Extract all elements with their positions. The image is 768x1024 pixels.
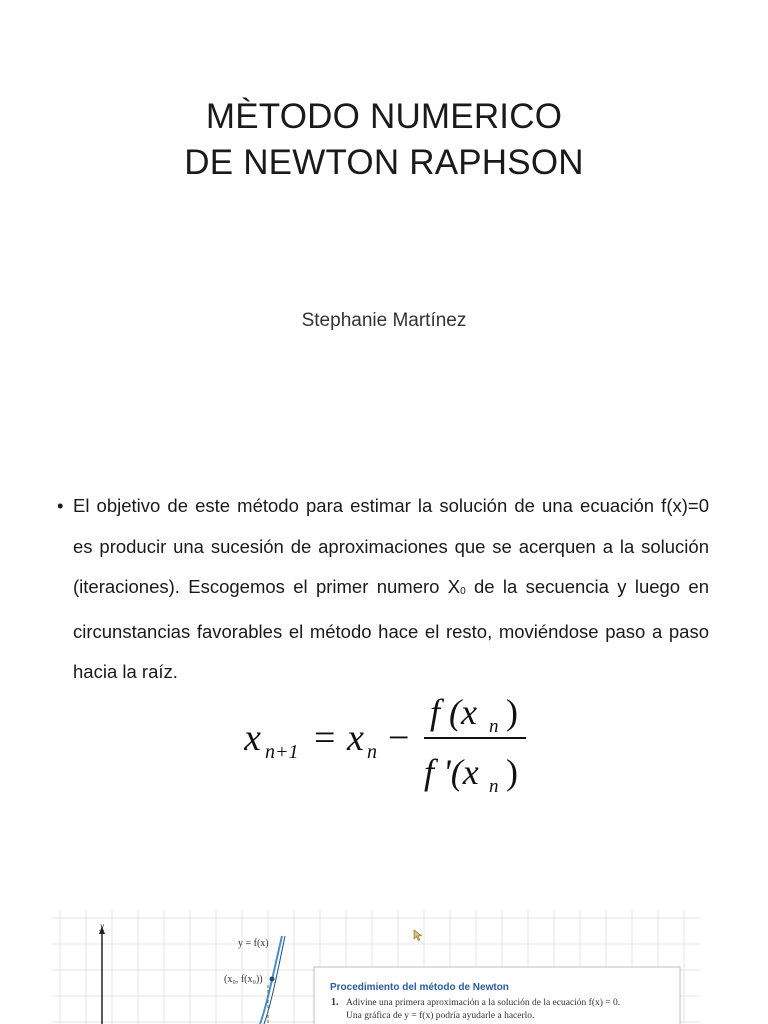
- formula-rhs-var: x: [347, 717, 364, 759]
- formula-denominator-sub: n: [489, 776, 499, 797]
- formula-lhs-sub: n+1: [265, 741, 299, 763]
- bullet-subscript: 0: [460, 586, 466, 597]
- formula-equals: =: [314, 717, 336, 759]
- bullet-text-part-1: El objetivo de este método para estimar la solución de una ecuación f(x)=0 es producir una sucesión de aproximaciones que se acerquen a la solución (iteraciones). Escogemos el primer numero X: [73, 495, 709, 597]
- initial-point: [270, 977, 275, 982]
- title-line-2: DE NEWTON RAPHSON: [184, 143, 584, 182]
- formula-lhs-var: x: [244, 717, 261, 759]
- title-line-1: MÈTODO NUMERICO: [205, 97, 563, 136]
- procedure-step-line-2: Una gráfica de y = f(x) podría ayudarle a hacerlo.: [346, 1011, 535, 1021]
- formula-minus: −: [388, 717, 410, 759]
- procedure-box-title: Procedimiento del método de Newton: [330, 982, 509, 993]
- procedure-step-number: 1.: [331, 997, 339, 1008]
- bullet-text-part-2: de la secuencia y luego en circunstancias favorables el método hace el resto, moviéndose paso a paso hacia la raíz.: [73, 576, 710, 682]
- bullet-text: [73, 486, 709, 693]
- author-name: Stephanie Martínez: [301, 310, 467, 331]
- formula-numerator-sub: n: [489, 716, 499, 737]
- curve-label: y = f(x): [238, 938, 269, 949]
- formula-rhs-sub: n: [367, 741, 377, 763]
- procedure-step-line-1: Adivine una primera aproximación a la solución de la ecuación f(x) = 0.: [346, 998, 621, 1008]
- newton-raphson-formula: [244, 688, 544, 798]
- point-label: (x₀, f(x₀)): [224, 974, 263, 985]
- formula-numerator: f (x: [430, 692, 477, 732]
- formula-numerator-close: ): [506, 692, 518, 732]
- formula-denominator: f '(x: [424, 752, 479, 792]
- cursor-icon: [414, 930, 422, 941]
- newton-method-figure: [52, 910, 700, 1024]
- y-axis-label: y: [100, 921, 104, 931]
- bullet-marker-icon: •: [57, 495, 64, 516]
- bullet-paragraph: [57, 486, 709, 693]
- function-curve-edge: [264, 936, 285, 1024]
- slide-title: [0, 94, 768, 186]
- formula-denominator-close: ): [506, 752, 518, 792]
